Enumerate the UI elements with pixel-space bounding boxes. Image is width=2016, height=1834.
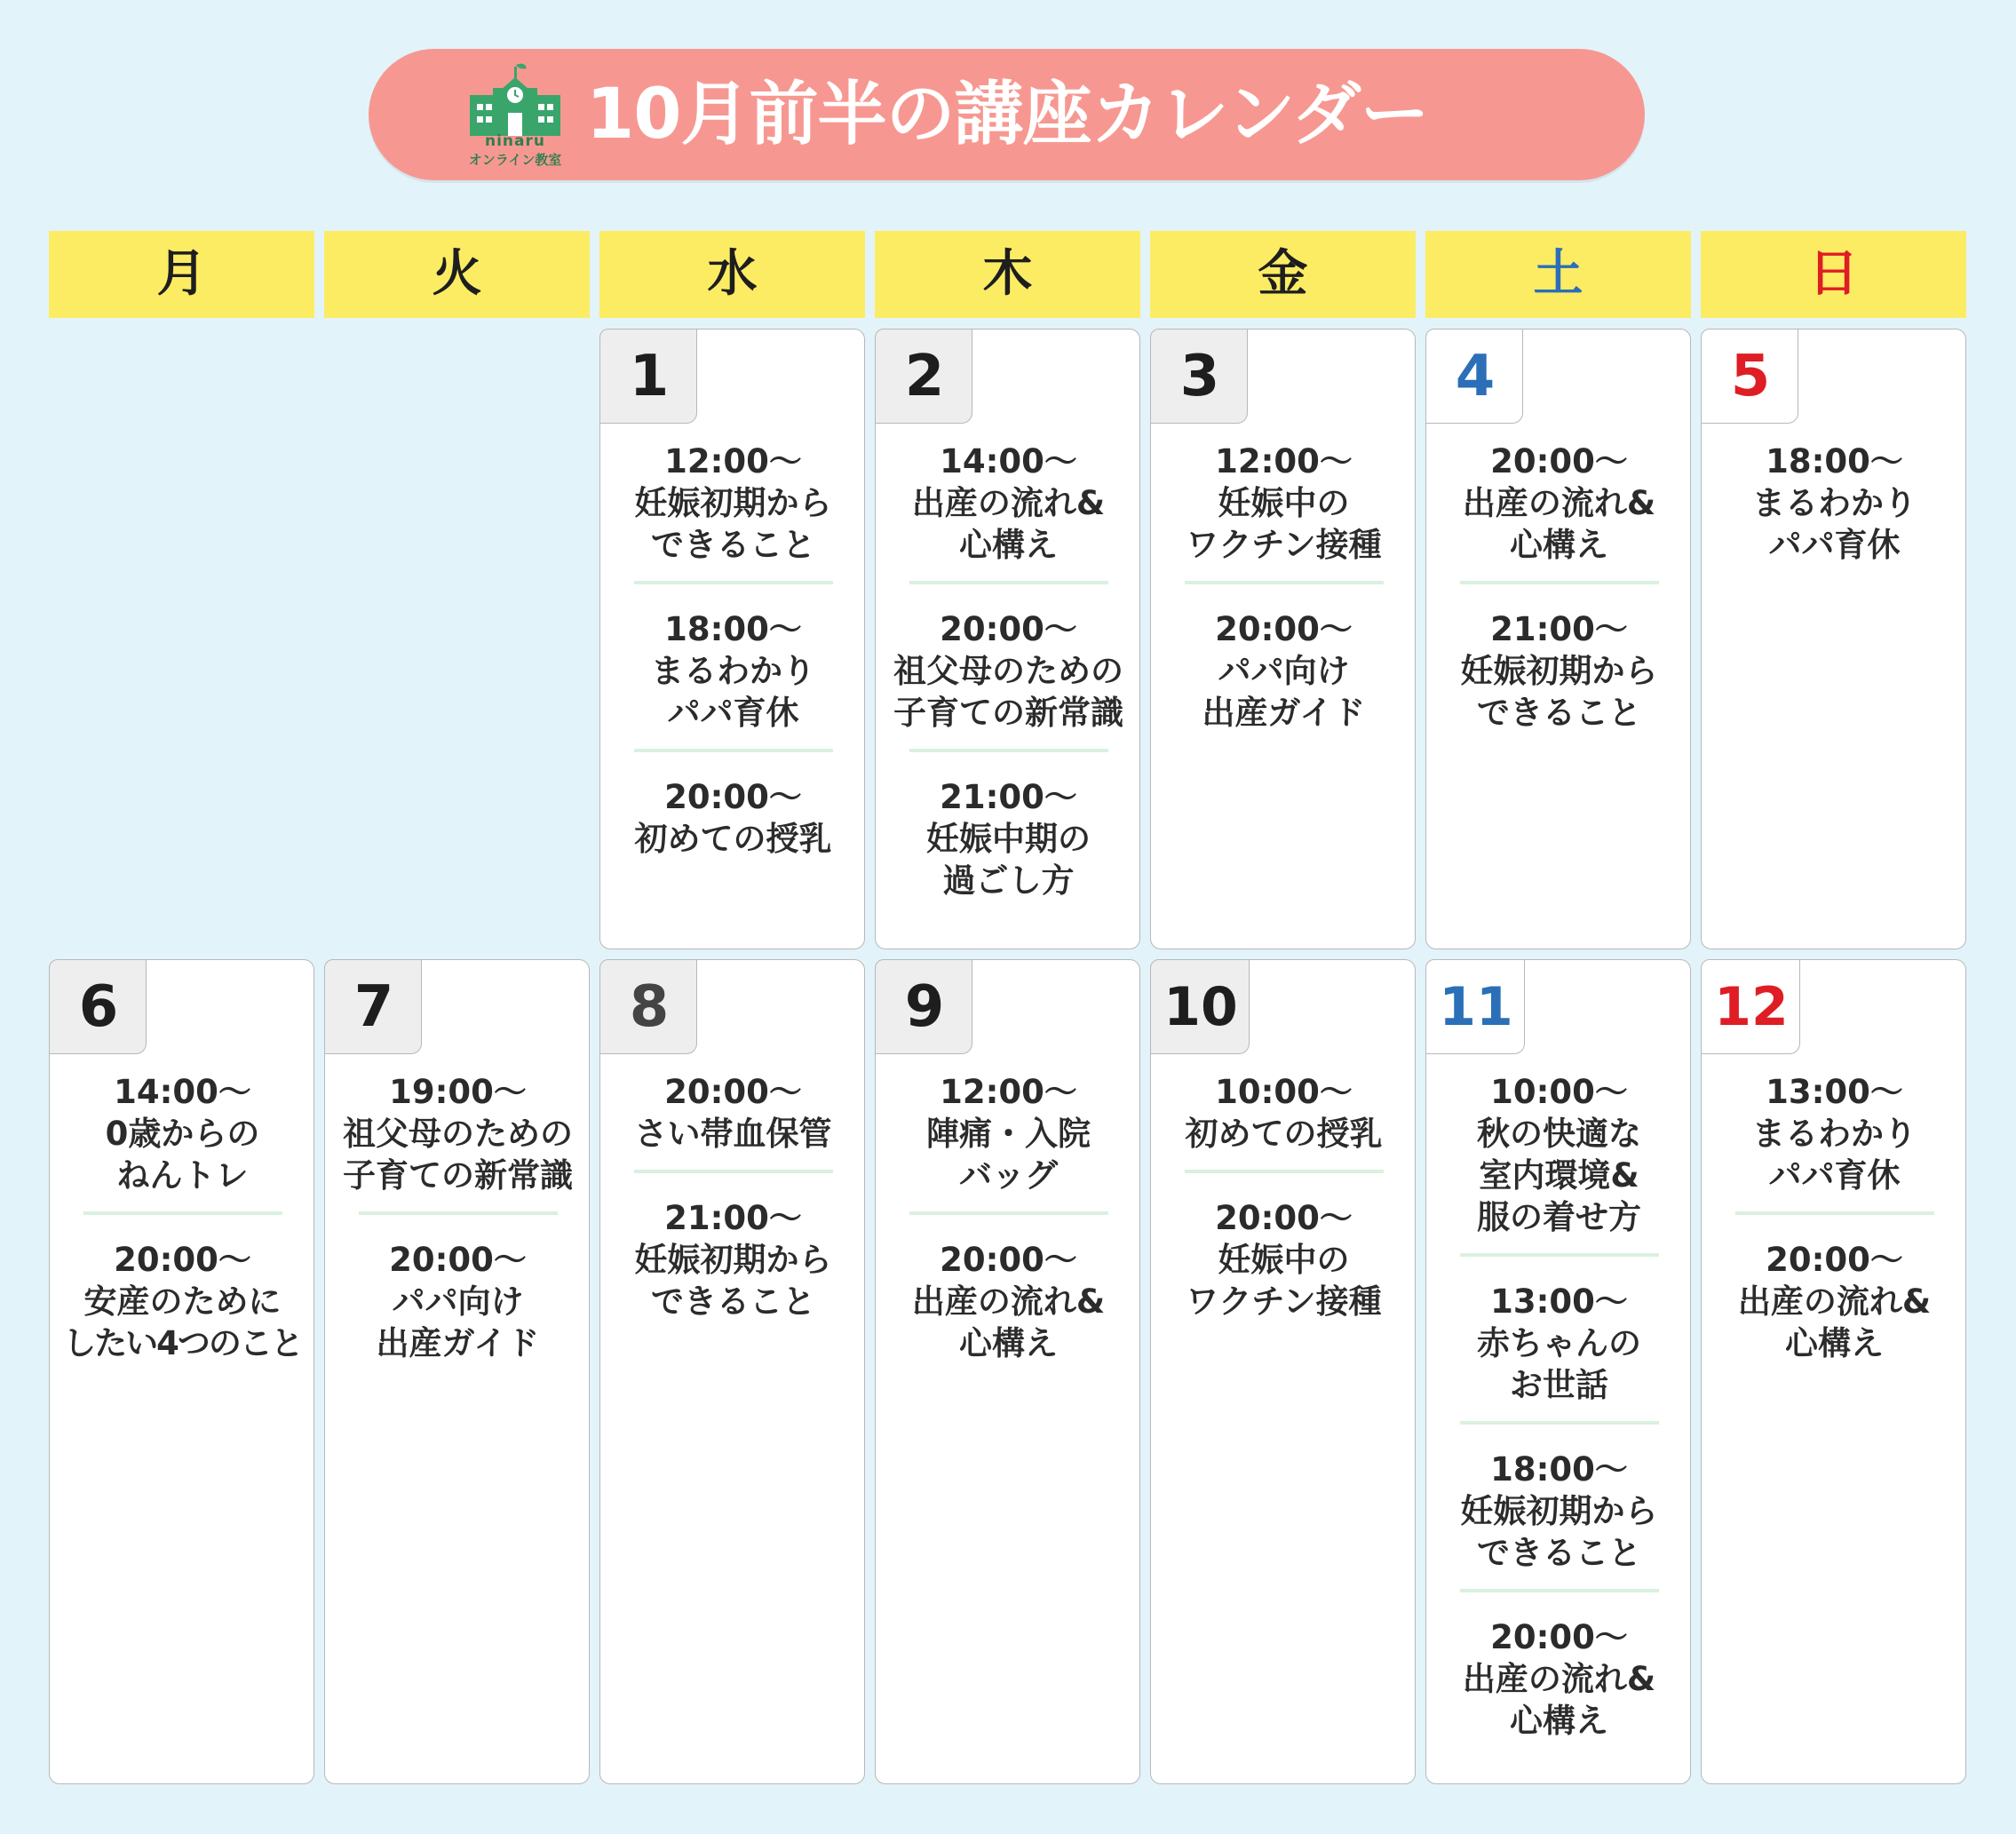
logo-name: ninaru [485, 132, 545, 150]
event-time: 20:00〜 [664, 1073, 802, 1111]
event-divider [1460, 1589, 1659, 1592]
date-badge [1701, 959, 1800, 1054]
event-item[interactable] [50, 1239, 315, 1364]
event-item[interactable] [325, 1071, 591, 1196]
event-list [1151, 441, 1417, 734]
event-time: 20:00〜 [389, 1241, 527, 1279]
weekday-header-tue: 火 [324, 231, 590, 318]
event-time: 13:00〜 [1766, 1073, 1903, 1111]
event-item[interactable] [600, 1071, 866, 1155]
event-list [1702, 1071, 1967, 1364]
event-item[interactable] [1426, 1616, 1692, 1742]
event-item[interactable] [1151, 441, 1417, 566]
event-item[interactable] [1426, 1449, 1692, 1574]
date-badge [1425, 959, 1525, 1054]
day-cell-8 [599, 959, 865, 1784]
event-time: 20:00〜 [1766, 1241, 1903, 1279]
event-title-line: パパ育休 [1768, 1156, 1901, 1195]
event-title-line: 妊娠初期から [1460, 1492, 1658, 1530]
date-number: 5 [1730, 344, 1771, 409]
date-number: 3 [1179, 344, 1220, 409]
event-title-line: ねんトレ [116, 1156, 249, 1195]
event-item[interactable] [600, 776, 866, 860]
date-number: 8 [629, 974, 670, 1040]
event-time: 20:00〜 [1490, 1618, 1628, 1656]
event-time: 12:00〜 [664, 442, 802, 480]
event-title-line: 陣痛・入院 [926, 1115, 1091, 1153]
event-time: 10:00〜 [1490, 1073, 1628, 1111]
event-title-line: 妊娠中期の [926, 820, 1091, 858]
date-badge [324, 959, 422, 1054]
event-divider [1185, 581, 1384, 584]
date-number: 6 [78, 974, 119, 1040]
event-item[interactable] [1702, 1071, 1967, 1196]
event-item[interactable] [1426, 608, 1692, 734]
event-title-line: 出産ガイド [376, 1324, 540, 1362]
event-title-line: できること [651, 526, 815, 564]
event-time: 21:00〜 [664, 1199, 802, 1237]
event-title-line: 妊娠初期から [634, 1241, 832, 1279]
event-item[interactable] [1151, 1197, 1417, 1322]
event-title-line: お世話 [1510, 1366, 1608, 1404]
event-divider [634, 581, 833, 584]
event-item[interactable] [1702, 1239, 1967, 1364]
event-item[interactable] [1151, 1071, 1417, 1155]
event-list [325, 1071, 591, 1364]
event-title-line: 秋の快適な [1477, 1115, 1641, 1153]
weekday-header-thu: 木 [875, 231, 1140, 318]
event-time: 21:00〜 [940, 778, 1077, 816]
event-item[interactable] [1426, 441, 1692, 566]
event-divider [1460, 1253, 1659, 1257]
event-time: 14:00〜 [114, 1073, 251, 1111]
event-time: 20:00〜 [1215, 610, 1353, 648]
event-item[interactable] [876, 776, 1141, 901]
event-item[interactable] [325, 1239, 591, 1364]
event-title-line: 室内環境& [1479, 1156, 1639, 1195]
event-title-line: 妊娠中の [1218, 484, 1350, 522]
day-cell-9 [875, 959, 1140, 1784]
event-title-line: 心構え [959, 526, 1058, 564]
event-time: 20:00〜 [940, 1241, 1077, 1279]
event-title-line: 出産の流れ& [1462, 484, 1656, 522]
event-time: 20:00〜 [664, 778, 802, 816]
event-list [1426, 441, 1692, 734]
event-title-line: できること [1477, 1534, 1641, 1572]
event-time: 21:00〜 [1490, 610, 1628, 648]
event-title-line: パパ向け [1218, 652, 1350, 690]
event-divider [359, 1211, 558, 1215]
event-title-line: 心構え [1785, 1324, 1884, 1362]
event-divider [634, 749, 833, 752]
event-item[interactable] [50, 1071, 315, 1196]
weekday-header-sat: 土 [1425, 231, 1691, 318]
event-title-line: 妊娠初期から [634, 484, 832, 522]
event-time: 10:00〜 [1215, 1073, 1353, 1111]
day-cell-10 [1150, 959, 1416, 1784]
event-list [1702, 441, 1967, 566]
event-divider [909, 1211, 1108, 1215]
date-number: 7 [353, 974, 394, 1040]
event-title-line: 出産の流れ& [1462, 1660, 1656, 1698]
title-banner [369, 49, 1645, 180]
event-item[interactable] [1702, 441, 1967, 566]
event-divider [634, 1170, 833, 1173]
event-title-line: 初めての授乳 [1185, 1115, 1383, 1153]
date-badge [599, 959, 697, 1054]
event-title-line: まるわかり [1752, 1115, 1917, 1153]
date-badge [1701, 329, 1798, 424]
event-title-line: 出産の流れ& [911, 1282, 1106, 1321]
weekday-header-wed: 水 [599, 231, 865, 318]
event-title-line: さい帯血保管 [634, 1115, 832, 1153]
event-title-line: 子育ての新常識 [343, 1156, 573, 1195]
event-title-line: 妊娠中の [1218, 1241, 1350, 1279]
event-time: 13:00〜 [1490, 1282, 1628, 1321]
page-title: 10月前半の講座カレンダー [586, 75, 1429, 155]
date-number: 10 [1163, 976, 1238, 1038]
day-cell-1 [599, 329, 865, 949]
event-time: 14:00〜 [940, 442, 1077, 480]
day-cell-5 [1701, 329, 1966, 949]
date-badge [1150, 329, 1248, 424]
event-divider [1735, 1211, 1934, 1215]
event-title-line: パパ育休 [667, 694, 799, 732]
date-badge [599, 329, 697, 424]
event-title-line: できること [651, 1282, 815, 1321]
event-title-line: 0歳からの [105, 1115, 260, 1153]
event-title-line: 心構え [1510, 526, 1608, 564]
event-title-line: 祖父母のための [893, 652, 1123, 690]
date-badge [1150, 959, 1250, 1054]
day-cell-4 [1425, 329, 1691, 949]
school-building-icon [457, 61, 573, 137]
event-title-line: 安産のために [83, 1282, 282, 1321]
event-title-line: まるわかり [651, 652, 815, 690]
event-title-line: 子育ての新常識 [893, 694, 1123, 732]
date-number: 2 [904, 344, 945, 409]
event-time: 20:00〜 [940, 610, 1077, 648]
event-time: 20:00〜 [114, 1241, 251, 1279]
event-time: 18:00〜 [1766, 442, 1903, 480]
date-badge [875, 329, 972, 424]
event-list [600, 1071, 866, 1322]
event-list [50, 1071, 315, 1364]
event-title-line: ワクチン接種 [1186, 1282, 1382, 1321]
event-divider [909, 749, 1108, 752]
event-divider [1460, 1421, 1659, 1425]
event-title-line: まるわかり [1752, 484, 1917, 522]
event-list [876, 1071, 1141, 1364]
day-cell-12 [1701, 959, 1966, 1784]
event-item[interactable] [876, 1239, 1141, 1364]
weekday-header-fri: 金 [1150, 231, 1416, 318]
event-title-line: 出産の流れ& [1737, 1282, 1932, 1321]
event-item[interactable] [876, 1071, 1141, 1196]
date-number: 11 [1439, 976, 1513, 1038]
event-time: 18:00〜 [664, 610, 802, 648]
event-divider [83, 1211, 282, 1215]
event-item[interactable] [600, 441, 866, 566]
event-divider [1185, 1170, 1384, 1173]
event-title-line: 心構え [959, 1324, 1058, 1362]
date-number: 9 [904, 974, 945, 1040]
event-title-line: バッグ [959, 1156, 1058, 1195]
event-item[interactable] [1426, 1281, 1692, 1406]
date-badge [49, 959, 147, 1054]
event-item[interactable] [600, 1197, 866, 1322]
event-title-line: 服の着せ方 [1477, 1198, 1641, 1236]
event-title-line: 出産の流れ& [911, 484, 1106, 522]
event-title-line: 赤ちゃんの [1477, 1324, 1641, 1362]
event-title-line: 心構え [1510, 1702, 1608, 1740]
event-item[interactable] [1151, 608, 1417, 734]
event-time: 19:00〜 [389, 1073, 527, 1111]
day-cell-3 [1150, 329, 1416, 949]
event-title-line: 過ごし方 [942, 861, 1075, 900]
ninaru-logo [457, 61, 573, 172]
event-time: 12:00〜 [1215, 442, 1353, 480]
date-number: 12 [1714, 976, 1789, 1038]
event-item[interactable] [600, 608, 866, 734]
weekday-header-mon: 月 [49, 231, 314, 318]
event-title-line: パパ向け [392, 1282, 524, 1321]
event-list [1426, 1071, 1692, 1742]
event-title-line: したい4つのこと [63, 1324, 302, 1362]
date-badge [875, 959, 972, 1054]
date-number: 1 [629, 344, 670, 409]
weekday-header-sun: 日 [1701, 231, 1966, 318]
event-divider [909, 581, 1108, 584]
event-list [1151, 1071, 1417, 1322]
event-list [600, 441, 866, 860]
event-title-line: 出産ガイド [1202, 694, 1366, 732]
event-list [876, 441, 1141, 901]
event-item[interactable] [876, 608, 1141, 734]
event-time: 12:00〜 [940, 1073, 1077, 1111]
logo-subtitle: オンライン教室 [468, 152, 562, 168]
event-title-line: パパ育休 [1768, 526, 1901, 564]
day-cell-2 [875, 329, 1140, 949]
event-title-line: 祖父母のための [343, 1115, 573, 1153]
day-cell-7 [324, 959, 590, 1784]
event-item[interactable] [876, 441, 1141, 566]
event-time: 20:00〜 [1215, 1199, 1353, 1237]
event-title-line: できること [1477, 694, 1641, 732]
day-cell-6 [49, 959, 314, 1784]
day-cell-11 [1425, 959, 1691, 1784]
event-title-line: ワクチン接種 [1186, 526, 1382, 564]
event-divider [1460, 581, 1659, 584]
date-badge [1425, 329, 1523, 424]
event-title-line: 初めての授乳 [634, 820, 832, 858]
date-number: 4 [1455, 344, 1496, 409]
event-time: 18:00〜 [1490, 1450, 1628, 1489]
event-title-line: 妊娠初期から [1460, 652, 1658, 690]
event-item[interactable] [1426, 1071, 1692, 1238]
event-time: 20:00〜 [1490, 442, 1628, 480]
